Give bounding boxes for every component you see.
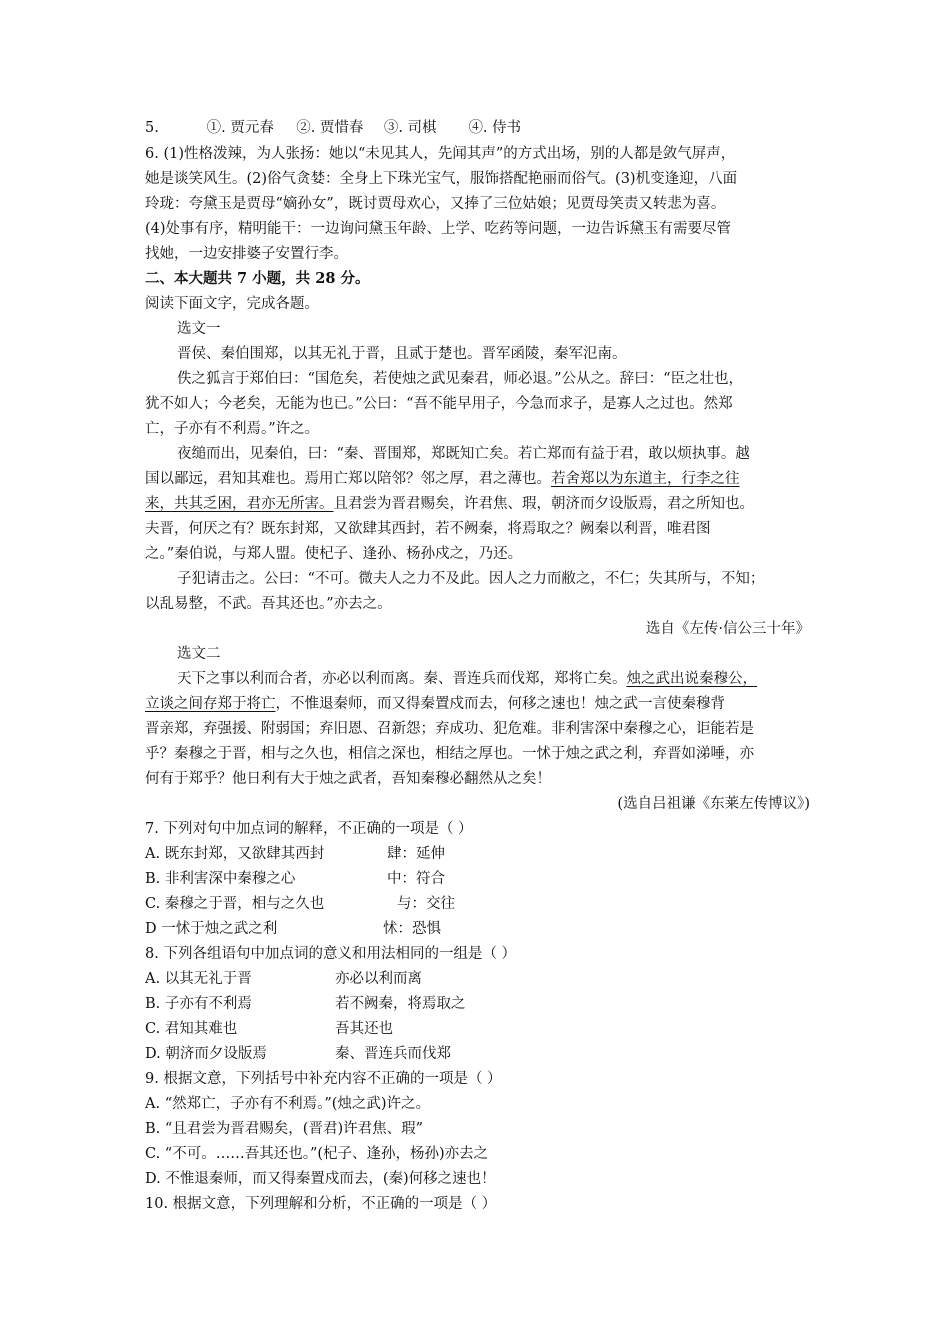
- q9-option: C. “不可。……吾其还也。”(杞子、逢孙，杨孙)亦去之: [145, 1146, 489, 1162]
- text1-paragraph-line: [145, 469, 810, 489]
- q6-line: 她是谈笑风生。(2)俗气贪婪：全身上下珠光宝气，服饰搭配艳丽而俗气。(3)机变逢迎，八面: [145, 171, 738, 187]
- section-instruction: 阅读下面文字，完成各题。: [145, 296, 319, 312]
- q9-option: D. 不惟退秦师，而又得秦置戍而去，(秦)何移之速也！: [145, 1171, 496, 1187]
- underlined-segment: 若舍郑以为东道主，行李之往: [551, 471, 740, 487]
- q8-option: [145, 969, 810, 989]
- option-text-a: A. 以其无礼于晋: [145, 971, 252, 987]
- q5-option-4: ④. 侍书: [468, 120, 522, 136]
- q5-option-3: ③. 司棋: [383, 120, 437, 136]
- option-text-b: 亦必以利而离: [335, 971, 422, 987]
- text2-paragraph-line: 何有于郑乎？他日利有大于烛之武者，吾知秦穆必翻然从之矣！: [145, 771, 551, 787]
- q8-option: [145, 1019, 810, 1039]
- q9-stem: 9. 根据文意，下列括号中补充内容不正确的一项是（ ）: [145, 1071, 502, 1087]
- q6-line: 找她，一边安排婆子安置行李。: [145, 246, 348, 262]
- option-gloss: 中：符合: [387, 871, 445, 887]
- underlined-segment: 烛之武出说秦穆公，: [626, 671, 757, 687]
- text1-paragraph-line: 夫晋，何厌之有？既东封郑，又欲肆其西封，若不阙秦，将焉取之？阙秦以利晋，唯君图: [145, 521, 711, 537]
- text1-paragraph: 佚之狐言于郑伯曰：“国危矣，若使烛之武见秦君，师必退。”公从之。辞曰：“臣之壮也，: [177, 371, 743, 387]
- text1-paragraph: 夜缒而出，见秦伯，曰：“秦、晋围郑，郑既知亡矣。若亡郑而有益于君，敢以烦执事。越: [177, 446, 750, 462]
- option-text-b: 若不阙秦，将焉取之: [335, 996, 466, 1012]
- option-text-b: 吾其还也: [335, 1021, 393, 1037]
- text1-paragraph-line: 亡，子亦有不利焉。”许之。: [145, 421, 320, 437]
- option-text: D 一怵于烛之武之利: [145, 921, 278, 937]
- text-segment: 且君尝为晋君赐矣，许君焦、瑕，朝济而夕设版焉，君之所知也。: [333, 496, 754, 512]
- text1-paragraph-line: 之。”秦伯说，与郑人盟。使杞子、逢孙、杨孙戍之，乃还。: [145, 546, 523, 562]
- option-gloss: 肆：延伸: [387, 846, 445, 862]
- text1-paragraph: 子犯请击之。公曰：“不可。微夫人之力不及此。因人之力而敝之，不仁；失其所与，不知；: [177, 571, 765, 587]
- q7-option: [145, 919, 810, 939]
- text2-paragraph: [177, 669, 810, 689]
- text-segment: 天下之事以利而合者，亦必以利而离。秦、晋连兵而伐郑，郑将亡矣。: [177, 671, 627, 687]
- option-text-b: 秦、晋连兵而伐郑: [335, 1046, 451, 1062]
- option-text: C. 秦穆之于晋，相与之久也: [145, 896, 325, 912]
- text2-label: 选文二: [177, 646, 221, 662]
- q7-option: [145, 869, 810, 889]
- q10-stem: 10. 根据文意，下列理解和分析，不正确的一项是（ ）: [145, 1196, 497, 1212]
- q8-option: [145, 994, 810, 1014]
- text1-paragraph-line: [145, 494, 810, 514]
- option-text: B. 非利害深中秦穆之心: [145, 871, 296, 887]
- q5-option-1: ①. 贾元春: [206, 120, 274, 136]
- text1-source: 选自《左传·信公三十年》: [645, 621, 810, 637]
- text2-paragraph-line: [145, 694, 810, 714]
- q9-option: B. “且君尝为晋君赐矣，(晋君)许君焦、瑕”: [145, 1121, 424, 1137]
- underlined-segment: 来，共其乏困，君亦无所害。: [145, 496, 334, 512]
- option-text: A. 既东封郑，又欲肆其西封: [145, 846, 325, 862]
- text1-paragraph-line: 犹不如人；今老矣，无能为也已。”公曰：“吾不能早用子，今急而求子，是寡人之过也。然郑: [145, 396, 733, 412]
- text1-label: 选文一: [177, 321, 221, 337]
- q6-line: 玲珑：夸黛玉是贾母“嫡孙女”，既讨贾母欢心，又捧了三位姑娘；见贾母笑责又转悲为喜。: [145, 196, 726, 212]
- section-heading: 二、本大题共 7 小题，共 28 分。: [145, 270, 370, 287]
- option-gloss: 怵：恐惧: [383, 921, 441, 937]
- q8-stem: 8. 下列各组语句中加点词的意义和用法相同的一组是（ ）: [145, 946, 517, 962]
- q5-line: [145, 118, 810, 138]
- q6-line: 6. (1)性格泼辣，为人张扬：她以“未见其人，先闻其声”的方式出场，别的人都是敛气屏声，: [145, 146, 736, 162]
- text2-paragraph-line: 晋亲郑，弃强援、附弱国；弃旧恩、召新怨；弃成功、犯危难。非利害深中秦穆之心，讵能若是: [145, 721, 754, 737]
- text1-paragraph: 晋侯、秦伯围郑，以其无礼于晋，且贰于楚也。晋军函陵，秦军氾南。: [177, 346, 627, 362]
- q9-option: A. “然郑亡，子亦有不利焉。”(烛之武)许之。: [145, 1096, 431, 1112]
- q7-stem: 7. 下列对句中加点词的解释，不正确的一项是（ ）: [145, 821, 473, 837]
- text1-paragraph-line: 以乱易整，不武。吾其还也。”亦去之。: [145, 596, 392, 612]
- q7-option: [145, 894, 810, 914]
- text-segment: 国以鄙远，君知其难也。焉用亡郑以陪邻？邻之厚，君之薄也。: [145, 471, 551, 487]
- option-text-a: D. 朝济而夕设版焉: [145, 1046, 267, 1062]
- text-segment: ，不惟退秦师，而又得秦置戍而去，何移之速也！烛之武一言使秦穆背: [275, 696, 725, 712]
- q5-number: 5.: [145, 120, 159, 136]
- q8-option: [145, 1044, 810, 1064]
- option-text-a: C. 君知其难也: [145, 1021, 238, 1037]
- q5-option-2: ②. 贾惜春: [296, 120, 364, 136]
- text2-source: (选自吕祖谦《东莱左传博议》): [617, 796, 810, 812]
- q7-option: [145, 844, 810, 864]
- underlined-segment: 立谈之间存郑于将亡: [145, 696, 276, 712]
- text2-paragraph-line: 乎？秦穆之于晋，相与之久也，相信之深也，相结之厚也。一怵于烛之武之利，弃晋如涕唾，亦: [145, 746, 754, 762]
- option-text-a: B. 子亦有不利焉: [145, 996, 252, 1012]
- option-gloss: 与：交往: [397, 896, 455, 912]
- q6-line: (4)处事有序，精明能干：一边询问黛玉年龄、上学、吃药等问题，一边告诉黛玉有需要尽管: [145, 221, 732, 237]
